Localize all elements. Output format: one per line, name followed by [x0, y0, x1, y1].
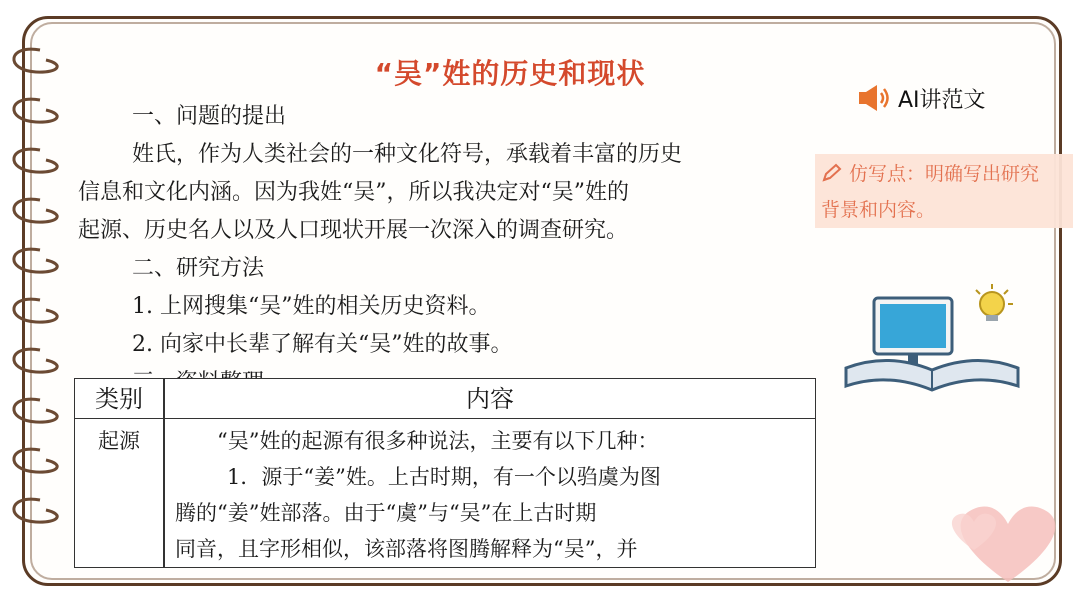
table-column-divider — [163, 379, 165, 567]
computer-book-illustration — [842, 282, 1022, 392]
note-line-1: 仿写点：明确写出研究 — [849, 163, 1040, 185]
content-line: 腾的“姜”姓部落。由于“虞”与“吴”在上古时期 — [175, 501, 597, 525]
spiral-rings — [0, 30, 70, 570]
method-item: 1. 上网搜集“吴”姓的相关历史资料。 — [132, 294, 491, 319]
content-line: “吴”姓的起源有很多种说法，主要有以下几种： — [217, 429, 659, 453]
computer-book-icon — [842, 282, 1022, 392]
heart-icon — [938, 478, 1078, 588]
data-table — [74, 378, 816, 568]
table-header-category: 类别 — [95, 385, 143, 413]
page-title: “吴”姓的历史和现状 — [374, 57, 646, 90]
method-item: 2. 向家中长辈了解有关“吴”姓的故事。 — [132, 332, 513, 357]
paragraph-line: 起源、历史名人以及人口现状开展一次深入的调查研究。 — [78, 218, 629, 243]
hearts-decoration — [938, 478, 1078, 588]
table-cell-content — [175, 423, 811, 567]
section-heading-2: 二、研究方法 — [132, 256, 265, 281]
paragraph-line: 姓氏，作为人类社会的一种文化符号，承载着丰富的历史 — [132, 142, 683, 167]
note-line-2: 背景和内容。 — [821, 199, 936, 221]
table-cell-category: 起源 — [98, 429, 140, 453]
ai-read-aloud-button[interactable] — [858, 80, 1028, 116]
content-line: 1．源于“姜”姓。上古时期，有一个以驺虞为图 — [227, 465, 661, 489]
pencil-icon — [821, 163, 843, 183]
paragraph-line: 信息和文化内涵。因为我姓“吴”，所以我决定对“吴”姓的 — [78, 180, 629, 205]
speaker-icon — [858, 83, 892, 113]
content-line: 同音，且字形相似，该部落将图腾解释为“吴”，并 — [175, 537, 638, 561]
ai-read-aloud-label: AI讲范文 — [898, 87, 986, 113]
table-header-row — [75, 379, 815, 419]
spiral-ring-icons — [0, 30, 70, 570]
table-header-content: 内容 — [466, 385, 514, 413]
imitation-tip-note — [815, 154, 1073, 228]
essay-body — [78, 98, 818, 402]
section-heading-1: 一、问题的提出 — [132, 104, 287, 129]
